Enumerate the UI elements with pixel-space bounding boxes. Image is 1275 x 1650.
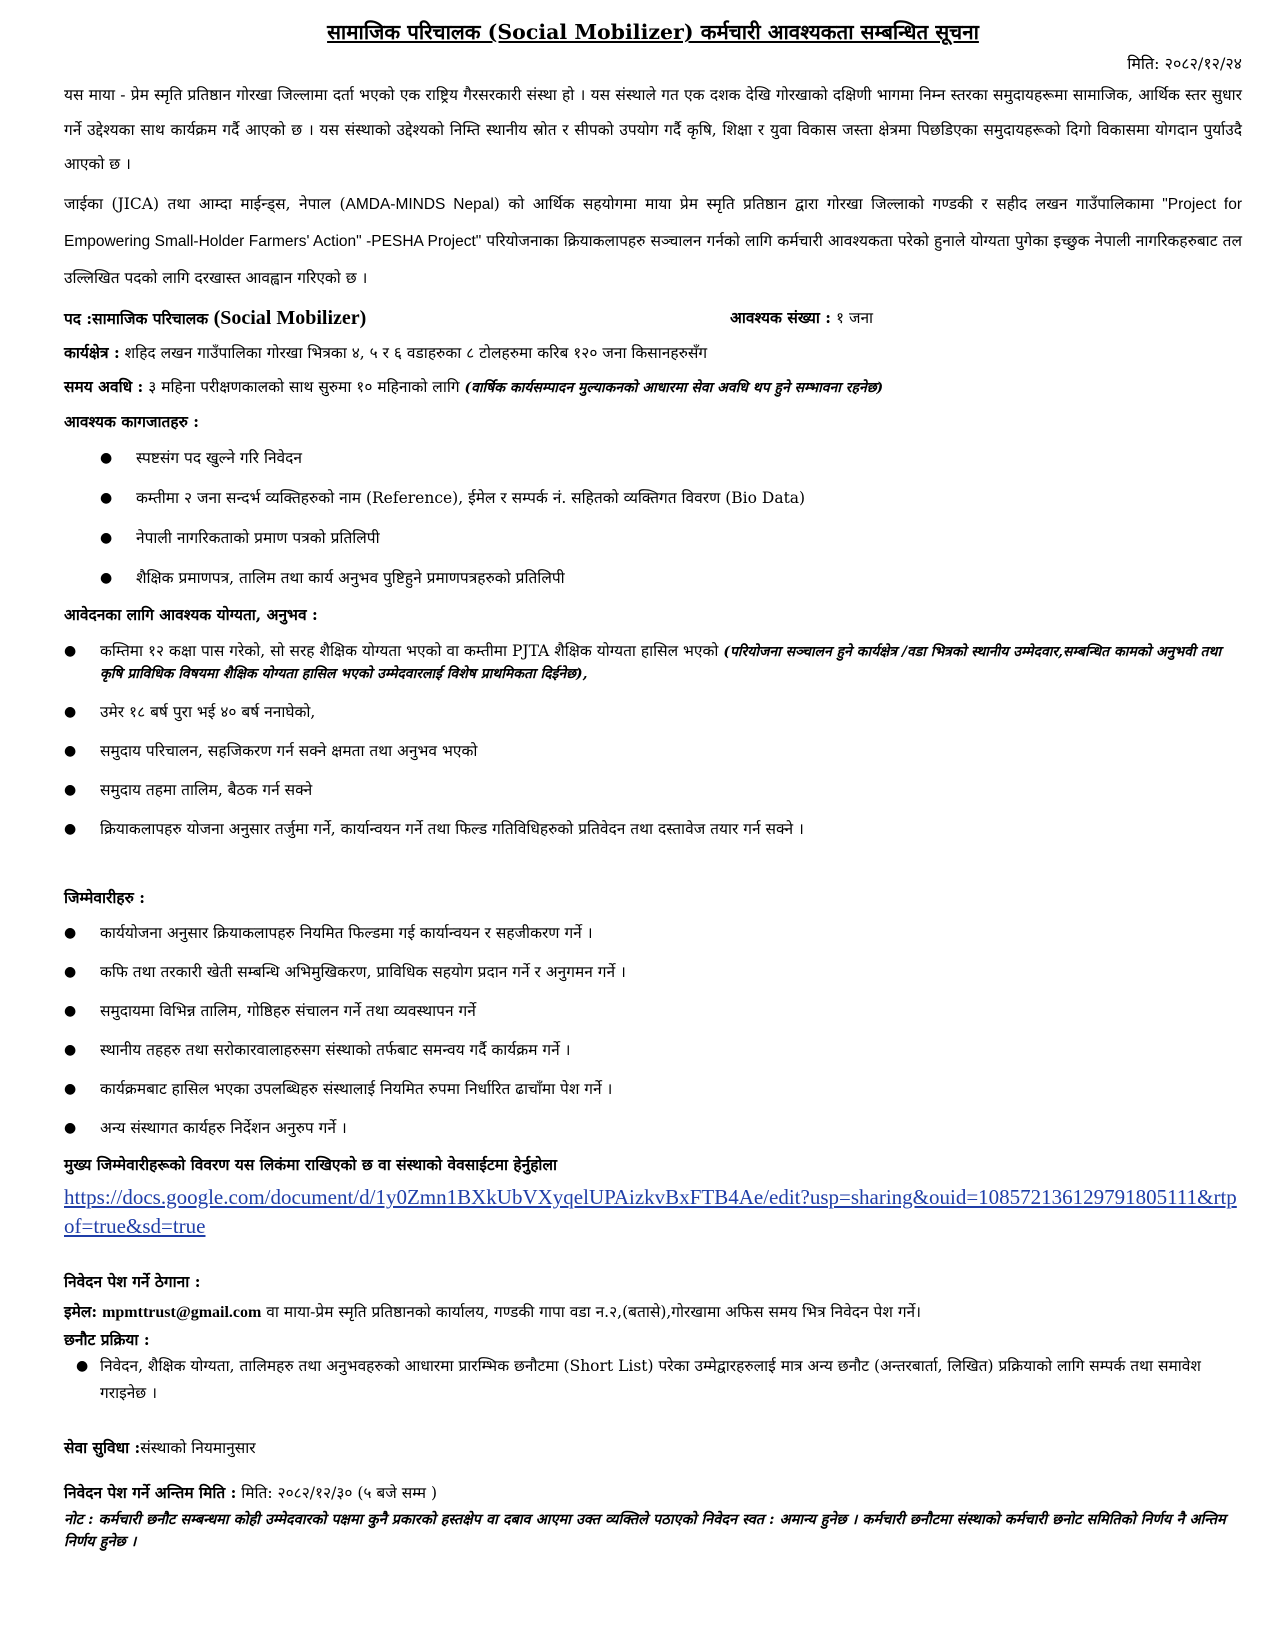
spacer xyxy=(64,1465,1242,1479)
responsibilities-heading: जिम्मेवारीहरु : xyxy=(64,887,146,907)
notice-title: सामाजिक परिचालक (Social Mobilizer) कर्मचारी आवश्यकता सम्बन्धित सूचना xyxy=(327,20,979,44)
responsibility-doc-link[interactable]: https://docs.google.com/document/d/1y0Zmn1BXkUbVXyqelUPAizkvBxFTB4Ae/edit?usp=sharing&ouid=108572136129791805111&rtpof=true&sd=true xyxy=(64,1184,1237,1238)
documents-list xyxy=(64,438,1242,598)
facilities xyxy=(64,1431,1242,1465)
duration-note: (वार्षिक कार्यसम्पादन मुल्याकनको आधारमा सेवा अवधि थप हुने सम्भावना रहनेछ) xyxy=(464,379,884,396)
notice-date: मिति: २०८२/१२/२४ xyxy=(1127,54,1242,73)
count-label: आवश्यक संख्या : xyxy=(730,307,832,327)
post-name-np: सामाजिक परिचालक xyxy=(92,308,209,328)
list-item: ● अन्य संस्थागत कार्यहरु निर्देशन अनुरुप गर्ने । xyxy=(64,1109,1242,1148)
list-item: ● समुदाय परिचालन, सहजिकरण गर्न सक्ने क्षमता तथा अनुभव भएको xyxy=(64,732,1242,771)
note: नोट : कर्मचारी छनौट सम्बन्धमा कोही उम्मेदवारको पक्षमा कुनै प्रकारको हस्तक्षेप वा दबाव आएमा उक्त व्यक्तिले पठाएको निवेदन स्वत : अमान्य हुनेछ । कर्मचारी छनौटमा संस्थाको कर्मचारी छनोट समितिको निर्णय नै अन्तिम निर्णय हुनेछ । xyxy=(64,1510,1226,1550)
work-area xyxy=(64,336,1242,370)
list-item: ● समुदायमा विभिन्न तालिम, गोष्ठिहरु संचालन गर्ने तथा व्यवस्थापन गर्ने xyxy=(64,992,1242,1031)
selection-list xyxy=(64,1353,1242,1407)
project-name: "Project for Empowering Small-Holder Farmers' Action" -PESHA Project" xyxy=(64,195,1243,250)
deadline-label: निवेदन पेश गर्ने अन्तिम मिति : xyxy=(64,1482,237,1502)
intro-paragraph-2-part1: जाईका (JICA) तथा आम्दा माईन्ड्स, नेपाल ( xyxy=(64,194,346,213)
qualification-education: कम्तिमा १२ कक्षा पास गरेको, सो सरह शैक्षिक योग्यता भएको वा कम्तीमा PJTA शैक्षिक योग्यता हासिल भएको xyxy=(100,641,719,660)
post-label: पद : xyxy=(64,308,93,328)
deadline-value: मिति: २०८२/१२/३० (५ बजे सम्म ) xyxy=(241,1483,438,1502)
post-name-en: (Social Mobilizer) xyxy=(213,306,367,329)
list-item: ● निवेदन, शैक्षिक योग्यता, तालिमहरु तथा अनुभवहरुको आधारमा प्रारम्भिक छनौटमा (Short List) परेका उम्मेद्वारहरुलाई मात्र अन्य छनौट (अन्तरबार्ता, लिखित) प्रक्रियाको लागि सम्पर्क तथा समावेश गराइनेछ । xyxy=(64,1353,1242,1407)
intro-paragraph-2-part2: ) को आर्थिक सहयोगमा माया प्रेम स्मृति प्रतिष्ठान द्वारा गोरखा जिल्लाको गण्डकी र सहीद लखन गाउँपालिकामा xyxy=(493,194,1163,213)
list-item: ● कम्तीमा २ जना सन्दर्भ व्यक्तिहरुको नाम (Reference), ईमेल र सम्पर्क नं. सहितको व्यक्तिगत विवरण (Bio Data) xyxy=(64,478,1242,518)
spacer xyxy=(64,1407,1242,1431)
qualifications-list xyxy=(64,631,1242,849)
post-title xyxy=(64,301,366,336)
list-item: ● कार्यक्रमबाट हासिल भएका उपलब्धिहरु संस्थालाई नियमित रुपमा निर्धारित ढाचाँमा पेश गर्ने । xyxy=(64,1070,1242,1109)
application-address-heading: निवेदन पेश गर्ने ठेगाना : xyxy=(64,1271,201,1291)
responsibilities-list xyxy=(64,914,1242,1148)
list-item: ● शैक्षिक प्रमाणपत्र, तालिम तथा कार्य अनुभव पुष्टिहुने प्रमाणपत्रहरुको प्रतिलिपी xyxy=(64,558,1242,598)
list-item: ● स्पष्टसंग पद खुल्ने गरि निवेदन xyxy=(64,438,1242,478)
email-address[interactable]: mpmttrust@gmail.com xyxy=(102,1303,262,1321)
facilities-label: सेवा सुविधा : xyxy=(64,1437,141,1457)
facilities-value: संस्थाको नियमानुसार xyxy=(140,1438,256,1457)
list-item xyxy=(64,631,1242,693)
amda-minds-name: AMDA-MINDS Nepal xyxy=(345,195,494,213)
list-item: ● कार्ययोजना अनुसार क्रियाकलापहरु नियमित फिल्डमा गई कार्यान्वयन र सहजीकरण गर्ने । xyxy=(64,914,1242,953)
post-row xyxy=(64,301,1242,336)
list-item: ● नेपाली नागरिकताको प्रमाण पत्रको प्रतिलिपी xyxy=(64,518,1242,558)
list-item: ● कफि तथा तरकारी खेती सम्बन्धि अभिमुखिकरण, प्राविधिक सहयोग प्रदान गर्ने र अनुगमन गर्ने । xyxy=(64,953,1242,992)
selection-heading: छनौट प्रक्रिया : xyxy=(64,1329,150,1349)
list-item: ● समुदाय तहमा तालिम, बैठक गर्न सक्ने xyxy=(64,771,1242,810)
work-area-label: कार्यक्षेत्र : xyxy=(64,342,120,362)
intro-paragraph-2-part3: परियोजनाका क्रियाकलापहरु सञ्चालन गर्नको लागि कर्मचारी आवश्यकता परेको हुनाले योग्यता पुगेका इच्छुक नेपाली नागरिकहरुबाट तल उल्लिखित पदको लागि दरखास्त आवह्वान गरिएको छ । xyxy=(64,231,1242,287)
duration-label: समय अवधि : xyxy=(64,376,144,396)
list-item: ● उमेर १८ बर्ष पुरा भई ४० बर्ष ननाघेको, xyxy=(64,693,1242,732)
list-item: ● स्थानीय तहहरु तथा सरोकारवालाहरुसग संस्थाको तर्फबाट समन्वय गर्दै कार्यक्रम गर्ने । xyxy=(64,1031,1242,1070)
application-address xyxy=(64,1298,1242,1327)
qualification-priority-note: (परियोजना सञ्चालन हुने कार्यक्षेत्र /वडा भित्रको स्थानीय उम्मेदवार,सम्बन्धित कामको अनुभवी तथा कृषि प्राविधिक विषयमा शैक्षिक योग्यता हासिल भएको उम्मेदवारलाई विशेष प्राथमिकता दिईनेछ), xyxy=(100,643,1222,682)
intro-paragraph-1: यस माया - प्रेम स्मृति प्रतिष्ठान गोरखा जिल्लामा दर्ता भएको एक राष्ट्रिय गैरसरकारी संस्था हो । यस संस्थाले गत एक दशक देखि गोरखाको दक्षिणी भागमा निम्न स्तरका समुदायहरूमा सामाजिक, आर्थिक स्तर सुधार गर्ने उद्देश्यका साथ कार्यक्रम गर्दै आएको छ । यस संस्थाको उद्देश्यको निम्ति स्थानीय स्रोत र सीपको उपयोग गर्दै कृषि, शिक्षा र युवा विकास जस्ता क्षेत्रमा पिछडिएका समुदायहरूको दिगो विकासमा योगदान पुर्याउदै आएको छ । xyxy=(64,86,1242,173)
count-value: १ जना xyxy=(835,308,874,327)
duration-value: ३ महिना परीक्षणकालको साथ सुरुमा १० महिनाको लागि xyxy=(148,377,460,396)
intro-paragraph-2 xyxy=(64,186,1242,297)
spacer xyxy=(64,849,1242,881)
address-text: वा माया-प्रेम स्मृति प्रतिष्ठानको कार्यालय, गण्डकी गापा वडा न.२,(बतासे),गोरखामा अफिस समय भित्र निवेदन पेश गर्ने। xyxy=(266,1302,922,1321)
deadline xyxy=(64,1479,1242,1507)
work-area-value: शहिद लखन गाउँपालिका गोरखा भित्रका ४, ५ र ६ वडाहरुका ८ टोलहरुमा करिब १२० जना किसानहरुसँग xyxy=(124,343,708,362)
list-item: ● क्रियाकलापहरु योजना अनुसार तर्जुमा गर्ने, कार्यान्वयन गर्ने तथा फिल्ड गतिविधिहरुको प्रतिवेदन तथा दस्तावेज तयार गर्न सक्ने । xyxy=(64,810,1242,849)
duration xyxy=(64,370,1242,405)
responsibility-link-intro: मुख्य जिम्मेवारीहरूको विवरण यस लिकंमा राखिएको छ वा संस्थाको वेवसाईटमा हेर्नुहोला xyxy=(64,1154,557,1174)
spacer xyxy=(64,1241,1242,1265)
qualifications-heading: आवेदनका लागि आवश्यक योग्यता, अनुभव : xyxy=(64,604,318,624)
documents-heading: आवश्यक कागजातहरु : xyxy=(64,411,199,431)
notice-document xyxy=(64,14,1242,1553)
email-label: इमेल: xyxy=(64,1301,98,1321)
required-count xyxy=(730,301,1242,336)
